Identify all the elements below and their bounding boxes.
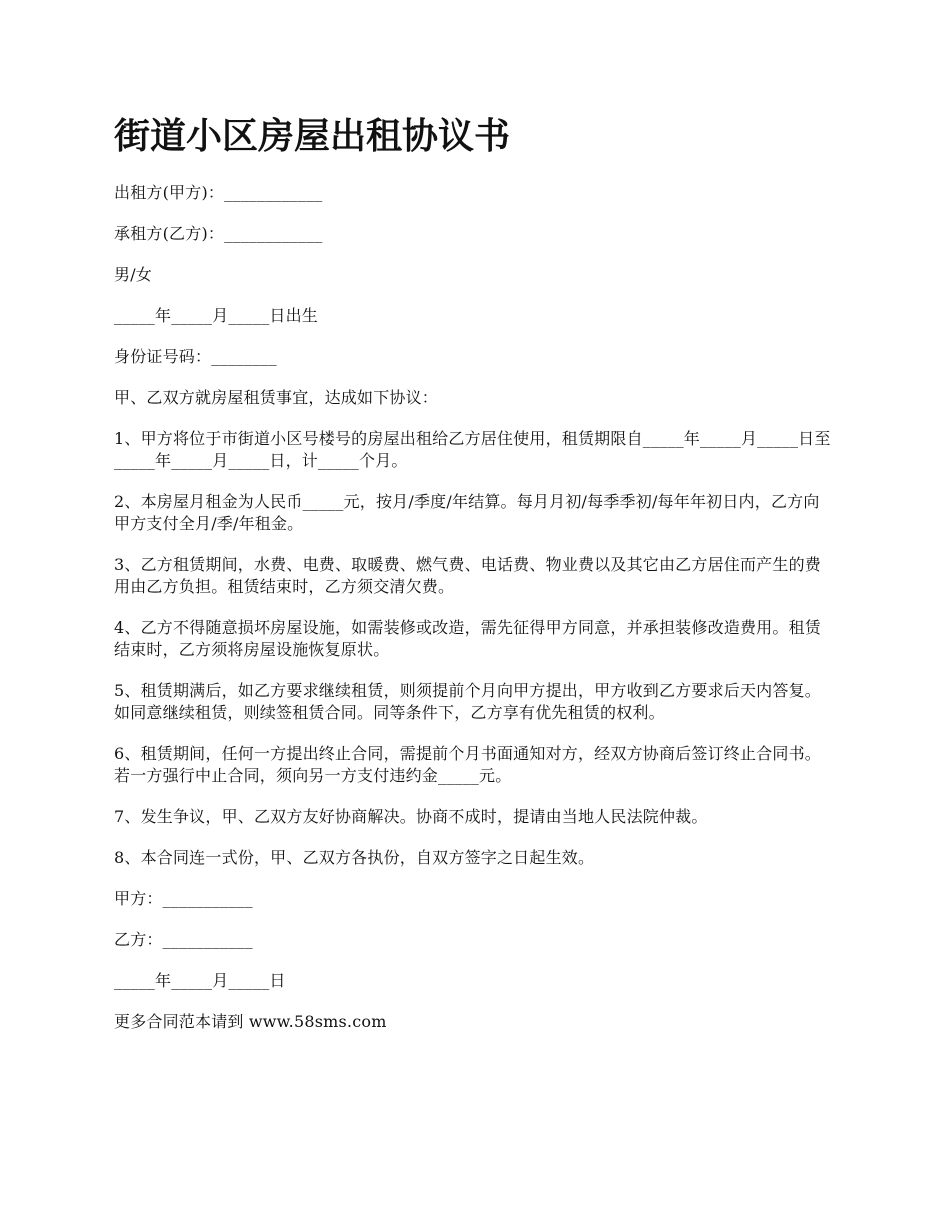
- sign-date-line: _____年_____月_____日: [114, 971, 286, 990]
- agreement-intro: 甲、乙双方就房屋租赁事宜，达成如下协议：: [114, 388, 439, 407]
- id-number-line: 身份证号码：________: [114, 347, 277, 366]
- clause-8: 8、本合同连一式份，甲、乙双方各执份，自双方签字之日起生效。: [114, 848, 595, 867]
- footer-link-text: 更多合同范本请到 www.58sms.com: [114, 1012, 387, 1031]
- lessor-line: 出租方(甲方)：____________: [114, 183, 323, 202]
- lessee-line: 承租方(乙方)：____________: [114, 224, 323, 243]
- document-title: 街道小区房屋出租协议书: [114, 115, 511, 157]
- document-page: [114, 112, 834, 1052]
- clause-1: 1、甲方将位于市街道小区号楼号的房屋出租给乙方居住使用，租赁期限自_____年_____月_____日至_____年_____月_____日，计_____个月。: [114, 429, 831, 470]
- clause-2: 2、本房屋月租金为人民币_____元，按月/季度/年结算。每月月初/每季季初/每年年初日内，乙方向甲方支付全月/季/年租金。: [114, 492, 820, 533]
- clause-4: 4、乙方不得随意损坏房屋设施，如需装修或改造，需先征得甲方同意，并承担装修改造费用。租赁结束时，乙方须将房屋设施恢复原状。: [114, 618, 821, 659]
- birth-date-line: _____年_____月_____日出生: [114, 306, 319, 325]
- clause-6: 6、租赁期间，任何一方提出终止合同，需提前个月书面通知对方，经双方协商后签订终止合同书。若一方强行中止合同，须向另一方支付违约金_____元。: [114, 744, 821, 785]
- party-a-signature-line: 甲方：___________: [114, 889, 253, 908]
- clause-3: 3、乙方租赁期间，水费、电费、取暖费、燃气费、电话费、物业费以及其它由乙方居住而产生的费用由乙方负担。租赁结束时，乙方须交清欠费。: [114, 555, 821, 596]
- clause-5: 5、租赁期满后，如乙方要求继续租赁，则须提前个月向甲方提出，甲方收到乙方要求后天内答复。如同意继续租赁，则续签租赁合同。同等条件下，乙方享有优先租赁的权利。: [114, 681, 821, 722]
- party-b-signature-line: 乙方：___________: [114, 930, 253, 949]
- gender-line: 男/女: [114, 265, 152, 284]
- clause-7: 7、发生争议，甲、乙双方友好协商解决。协商不成时，提请由当地人民法院仲裁。: [114, 807, 708, 826]
